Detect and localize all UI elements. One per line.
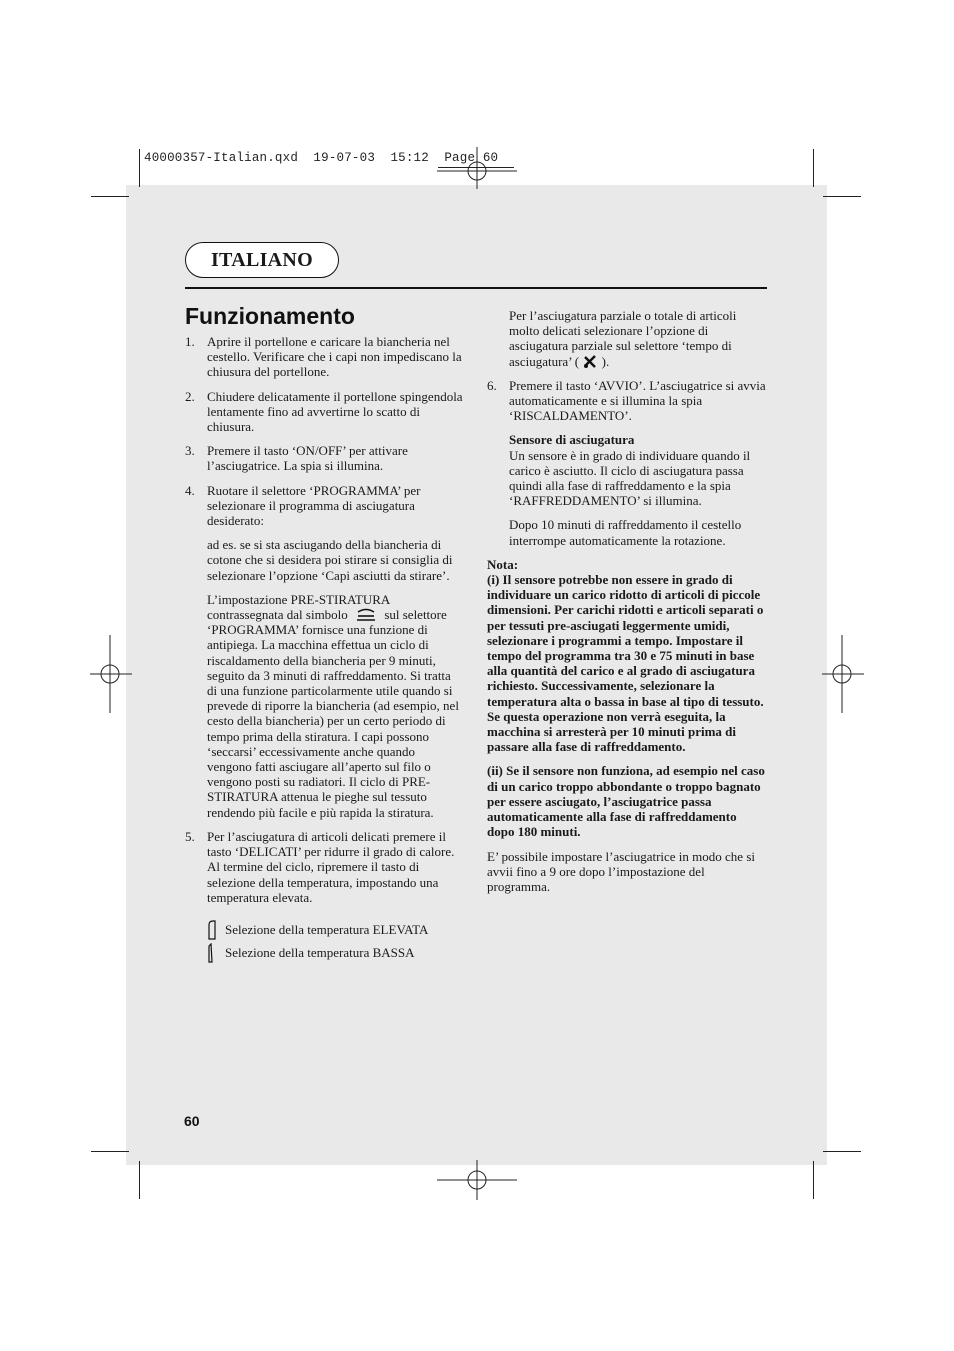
right-column bbox=[487, 308, 767, 903]
list-item bbox=[185, 443, 463, 473]
delay-start-paragraph: E’ possibile impostare l’asciugatrice in modo che si avvii fino a 9 ore dopo l’impostazione del programma. bbox=[487, 848, 755, 894]
prestiratura-paragraph bbox=[185, 592, 463, 820]
header-rule bbox=[185, 287, 767, 289]
crop-mark bbox=[91, 196, 129, 197]
note-heading: Nota: bbox=[487, 556, 519, 572]
left-column bbox=[185, 334, 463, 968]
prestiratura-text-b: sul selettore ‘PROGRAMMA’ fornisce una funzione di antipiega. La macchina effettua un ciclo di riscaldamento della biancheria per 9 minuti, seguito da 3 minuti di raffreddamento. Si tratta di una funzione particolarmente utile quando si prevede di riporre la biancheria (ad esempio, nel cesto della biancheria) per un certo periodo di tempo prima della stiratura. I capi possono ‘seccarsi’ eccessivamente anche quando vengono fatti asciugare all’aperto sul filo o vengono posti su radiatori. Il ciclo di PRE-STIRATURA attenua le pieghe sul tessuto rendendo più facile e più rapida la stiratura. bbox=[207, 607, 459, 820]
language-tab-label: ITALIANO bbox=[210, 248, 314, 271]
list-number: 2. bbox=[185, 388, 195, 404]
list-item bbox=[185, 829, 463, 905]
temp-high-label: Selezione della temperatura ELEVATA bbox=[225, 921, 429, 937]
list-number: 4. bbox=[185, 482, 195, 498]
partial-text-b: ). bbox=[601, 353, 610, 369]
crop-mark bbox=[139, 149, 140, 187]
list-item bbox=[185, 483, 463, 529]
list-text: Ruotare il selettore ‘PROGRAMMA’ per selezionare il programma di asciugatura desiderato: bbox=[207, 482, 421, 529]
crop-mark bbox=[813, 149, 814, 187]
temperature-low-icon bbox=[207, 943, 217, 963]
note-section bbox=[487, 557, 767, 755]
sensor-text: Un sensore è in grado di individuare quando il carico è asciutto. Il ciclo di asciugatura passa quindi alla fase di raffreddamento e la spia ‘RAFFREDDAMENTO’ si illumina. bbox=[509, 447, 751, 509]
print-slug: 40000357-Italian.qxd 19-07-03 15:12 Page 60 bbox=[144, 151, 499, 165]
list-item bbox=[185, 334, 463, 380]
prestiratura-text-a: L’impostazione PRE-STIRATURA contrassegnata dal simbolo bbox=[207, 591, 390, 623]
list-number: 1. bbox=[185, 334, 195, 349]
crop-mark bbox=[813, 1161, 814, 1199]
note-i: (i) Il sensore potrebbe non essere in grado di individuare un carico ridotto di articoli di piccole dimensioni. Per carichi ridotti e articoli separati o per tessuti pre-asciugati leggermente umidi, selezionare i programmi a tempo. Impostare il tempo del programma tra 30 e 75 minuti in base alla quantità del carico e al grado di asciugatura richiesto. Successivamente, selezionare la temperatura alta o bassa in base al tipo di tessuto. Se questa operazione non verrà eseguita, la macchina si arresterà per 10 minuti prima di passare alla fase di raffreddamento. bbox=[487, 572, 764, 755]
prestiratura-icon bbox=[355, 608, 377, 621]
partial-text-a: Per l’asciugatura parziale o totale di articoli molto delicati selezionare l’opzione di asciugatura parziale sul selettore ‘tempo di asciugatura’ ( bbox=[509, 308, 737, 369]
page-number: 60 bbox=[184, 1113, 200, 1129]
crop-mark bbox=[823, 1151, 861, 1152]
crop-mark bbox=[91, 1151, 129, 1152]
sensor-section bbox=[487, 432, 767, 508]
example-paragraph: ad es. se si sta asciugando della biancheria di cotone che si desidera poi stirare si consiglia di selezionare l’opzione ‘Capi asciutti da stirare’. bbox=[207, 537, 453, 583]
sensor-heading: Sensore di asciugatura bbox=[509, 432, 635, 448]
registration-mark-right bbox=[822, 635, 864, 713]
list-number: 3. bbox=[185, 443, 195, 459]
list-number: 6. bbox=[487, 377, 497, 393]
registration-mark-top bbox=[437, 147, 517, 189]
temp-low-label: Selezione della temperatura BASSA bbox=[225, 945, 415, 961]
list-text: Premere il tasto ‘AVVIO’. L’asciugatrice si avvia automaticamente e si illumina la spia ‘RISCALDAMENTO’. bbox=[509, 377, 766, 424]
note-ii: (ii) Se il sensore non funziona, ad esempio nel caso di un carico troppo abbondante o troppo bagnato per essere asciugato, l’asciugatrice passa automaticamente alla fase di raffreddamento dopo 180 minuti. bbox=[487, 763, 765, 840]
list-text: Premere il tasto ‘ON/OFF’ per attivare l’asciugatrice. La spia si illumina. bbox=[207, 443, 408, 474]
partial-drying-paragraph bbox=[487, 308, 767, 369]
temp-high-row bbox=[185, 922, 463, 937]
temperature-high-icon bbox=[207, 920, 217, 940]
list-text: Per l’asciugatura di articoli delicati premere il tasto ‘DELICATI’ per ridurre il grado di calore. Al termine del ciclo, ripremere il tasto di selezione della temperatura, impostando una temperatura elevata. bbox=[207, 828, 455, 905]
language-tab bbox=[185, 242, 339, 278]
registration-mark-bottom bbox=[437, 1160, 517, 1200]
cooling-paragraph: Dopo 10 minuti di raffreddamento il cestello interrompe automaticamente la rotazione. bbox=[509, 517, 742, 548]
temp-low-row bbox=[185, 945, 463, 960]
list-text: Aprire il portellone e caricare la biancheria nel cestello. Verificare che i capi non impediscano la chiusura del portellone. bbox=[207, 334, 462, 380]
crop-mark bbox=[139, 1161, 140, 1199]
list-text: Chiudere delicatamente il portellone spingendola lentamente fino ad avvertirne lo scatto di chiusura. bbox=[207, 388, 463, 435]
page-title: Funzionamento bbox=[185, 303, 355, 329]
partial-dry-icon bbox=[583, 355, 597, 368]
list-number: 5. bbox=[185, 828, 195, 844]
list-item bbox=[185, 389, 463, 435]
crop-mark bbox=[823, 196, 861, 197]
list-item bbox=[487, 378, 767, 424]
registration-mark-left bbox=[90, 635, 132, 713]
